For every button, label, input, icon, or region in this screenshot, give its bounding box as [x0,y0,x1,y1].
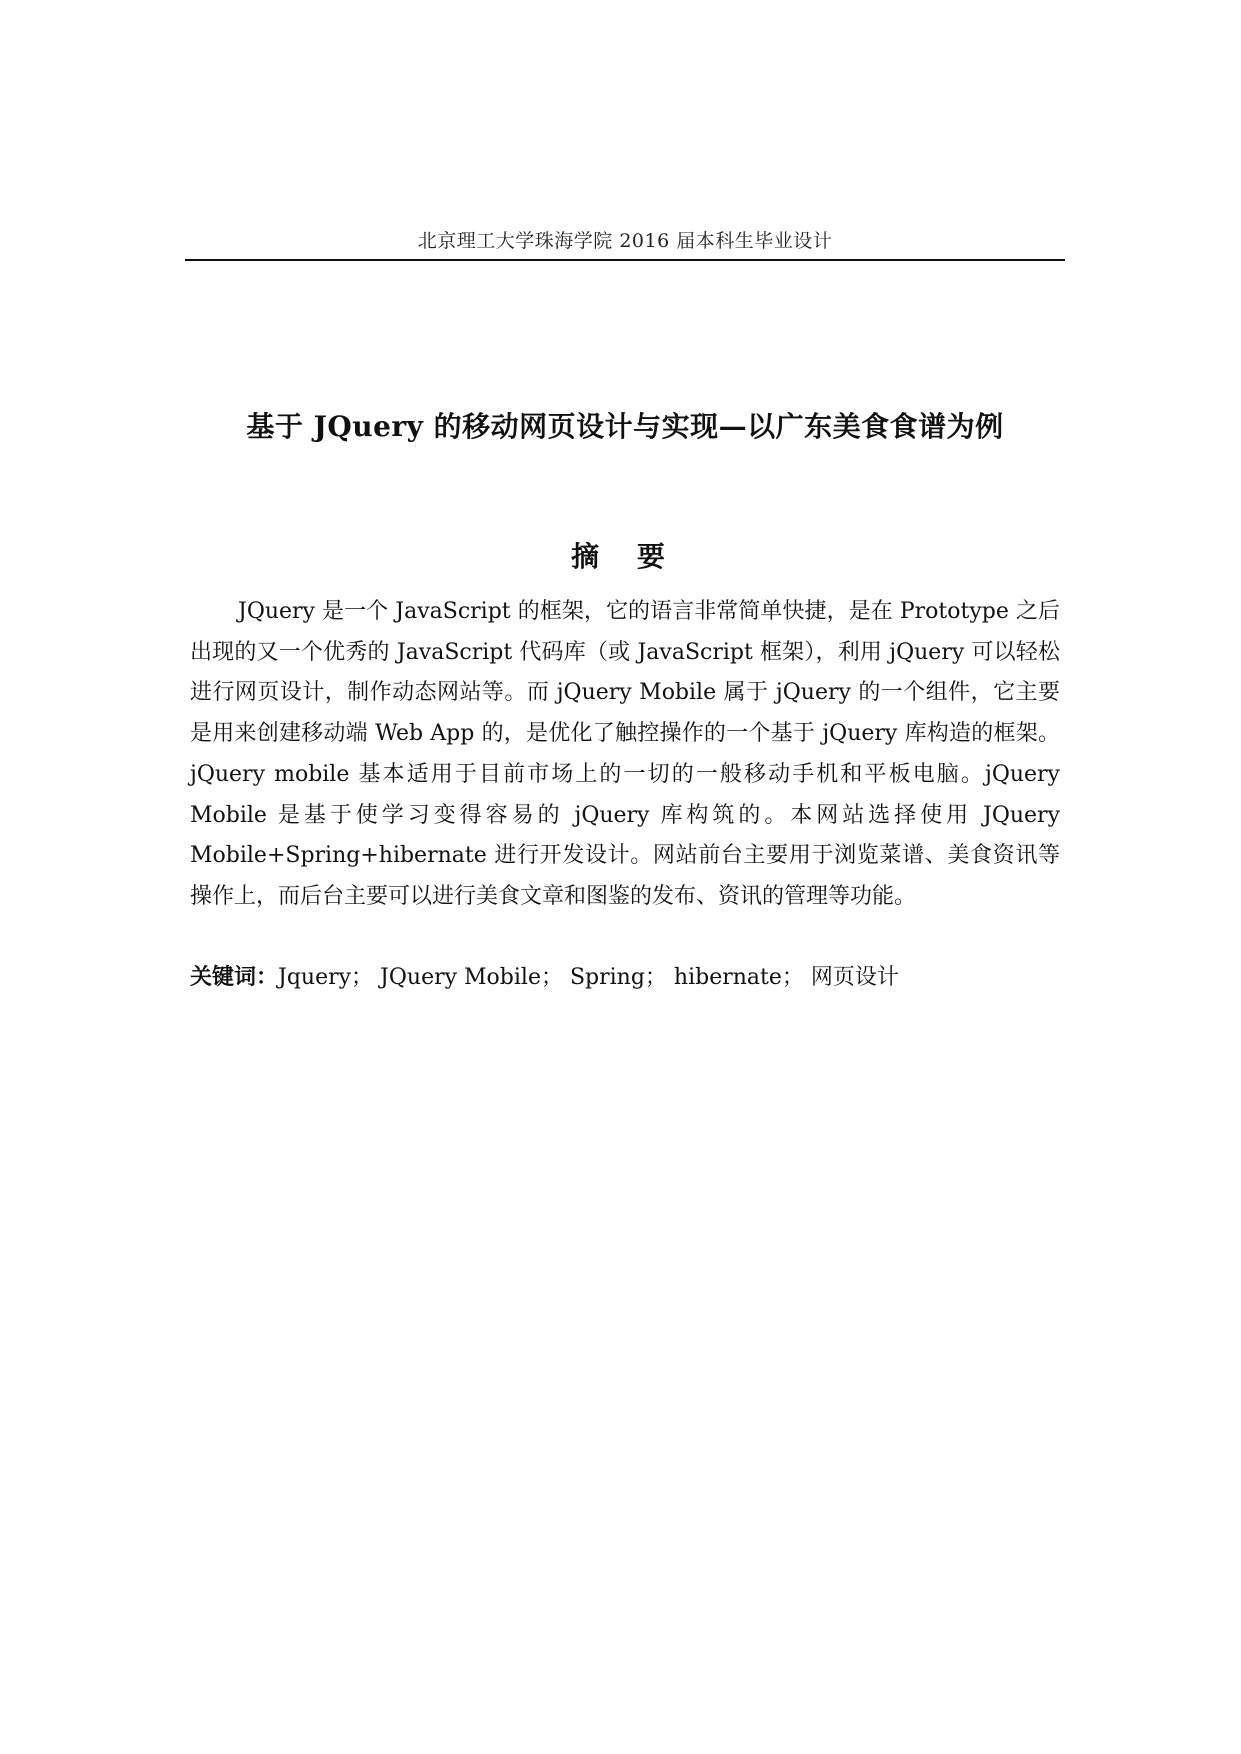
keywords-label: 关键词： [190,965,279,990]
page-header: 北京理工大学珠海学院 2016 届本科生毕业设计 [417,230,833,252]
keywords-line [190,958,1060,998]
document-title: 基于 JQuery 的移动网页设计与实现—以广东美食食谱为例 [246,410,1004,443]
keywords-value: Jquery； JQuery Mobile； Spring； hibernate； 网页设计 [278,965,899,990]
abstract-heading: 摘 要 [571,540,679,573]
header-divider [185,259,1065,261]
abstract-body: JQuery 是一个 JavaScript 的框架，它的语言非常简单快捷，是在 Prototype 之后出现的又一个优秀的 JavaScript 代码库（或 JavaScript 框架），利用 jQuery 可以轻松进行网页设计，制作动态网站等。而 jQuery Mobile 属于 jQuery 的一个组件，它主要是用来创建移动端 Web App 的，是优化了触控操作的一个基于 jQuery 库构造的框架。jQuery mobile 基本适用于目前市场上的一切的一般移动手机和平板电脑。jQuery Mobile 是基于使学习变得容易的 jQuery 库构筑的。本网站选择使用 JQuery Mobile+Spring+hibernate 进行开发设计。网站前台主要用于浏览菜谱、美食资讯等操作上，而后台主要可以进行美食文章和图鉴的发布、资讯的管理等功能。 [190,599,1060,909]
